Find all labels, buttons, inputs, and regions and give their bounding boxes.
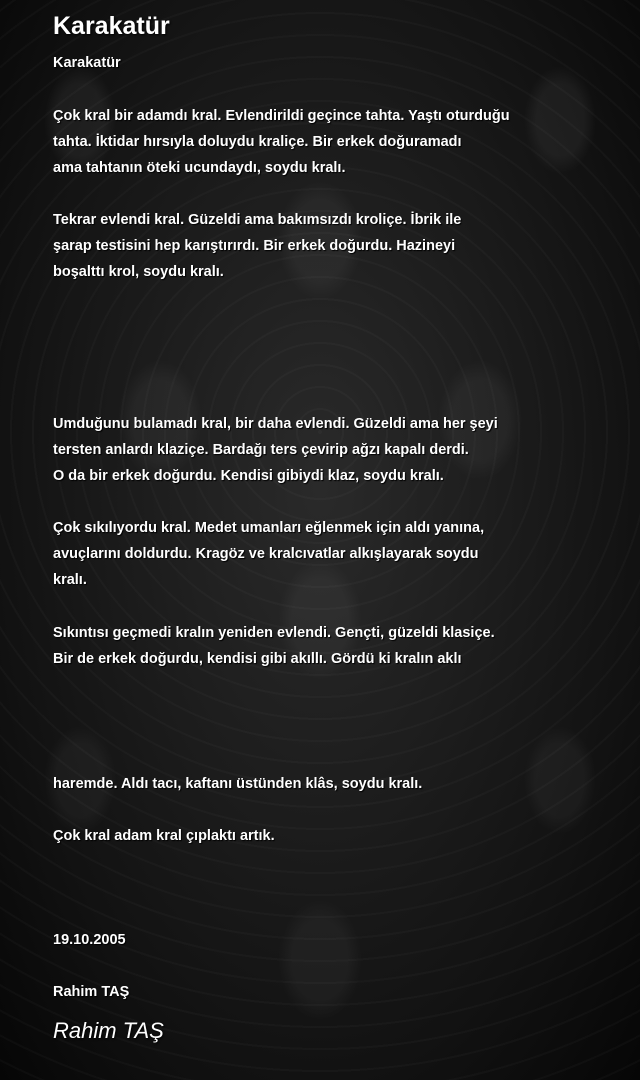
poem-line: Çok kral bir adamdı kral. Evlendirildi geçince tahta. Yaştı oturduğu — [53, 108, 510, 124]
poem-author: Rahim TAŞ — [53, 984, 130, 1000]
author-signature: Rahim TAŞ — [53, 1018, 164, 1043]
poem-line: ama tahtanın öteki ucundaydı, soydu kralı. — [53, 160, 346, 176]
poem-line: Bir de erkek doğurdu, kendisi gibi akıllı. Gördü ki kralın aklı — [53, 651, 462, 667]
poem-line: haremde. Aldı tacı, kaftanı üstünden klâs, soydu kralı. — [53, 776, 423, 792]
poem-line: tahta. İktidar hırsıyla doluydu kraliçe. Bir erkek doğuramadı — [53, 134, 462, 150]
poem-line: Sıkıntısı geçmedi kralın yeniden evlendi. Gençti, güzeldi klasiçe. — [53, 625, 495, 641]
poem-title: Karakatür — [53, 12, 170, 40]
poem-line: kralı. — [53, 572, 87, 588]
poem-line: avuçlarını doldurdu. Kragöz ve kralcıvatlar alkışlayarak soydu — [53, 546, 479, 562]
poem-line: Umduğunu bulamadı kral, bir daha evlendi. Güzeldi ama her şeyi — [53, 416, 498, 432]
poem-line: boşalttı krol, soydu kralı. — [53, 264, 224, 280]
poem-line: Çok sıkılıyordu kral. Medet umanları eğlenmek için aldı yanına, — [53, 520, 485, 536]
poem-subtitle: Karakatür — [53, 55, 121, 71]
poem-line: Çok kral adam kral çıplaktı artık. — [53, 828, 275, 844]
poem-line: Tekrar evlendi kral. Güzeldi ama bakımsızdı kroliçe. İbrik ile — [53, 212, 462, 228]
poem-line: şarap testisini hep karıştırırdı. Bir erkek doğurdu. Hazineyi — [53, 238, 456, 254]
poem-date: 19.10.2005 — [53, 932, 126, 948]
poem-line: tersten anlardı klaziçe. Bardağı ters çevirip ağzı kapalı derdi. — [53, 442, 469, 458]
poem-line: O da bir erkek doğurdu. Kendisi gibiydi klaz, soydu kralı. — [53, 468, 444, 484]
